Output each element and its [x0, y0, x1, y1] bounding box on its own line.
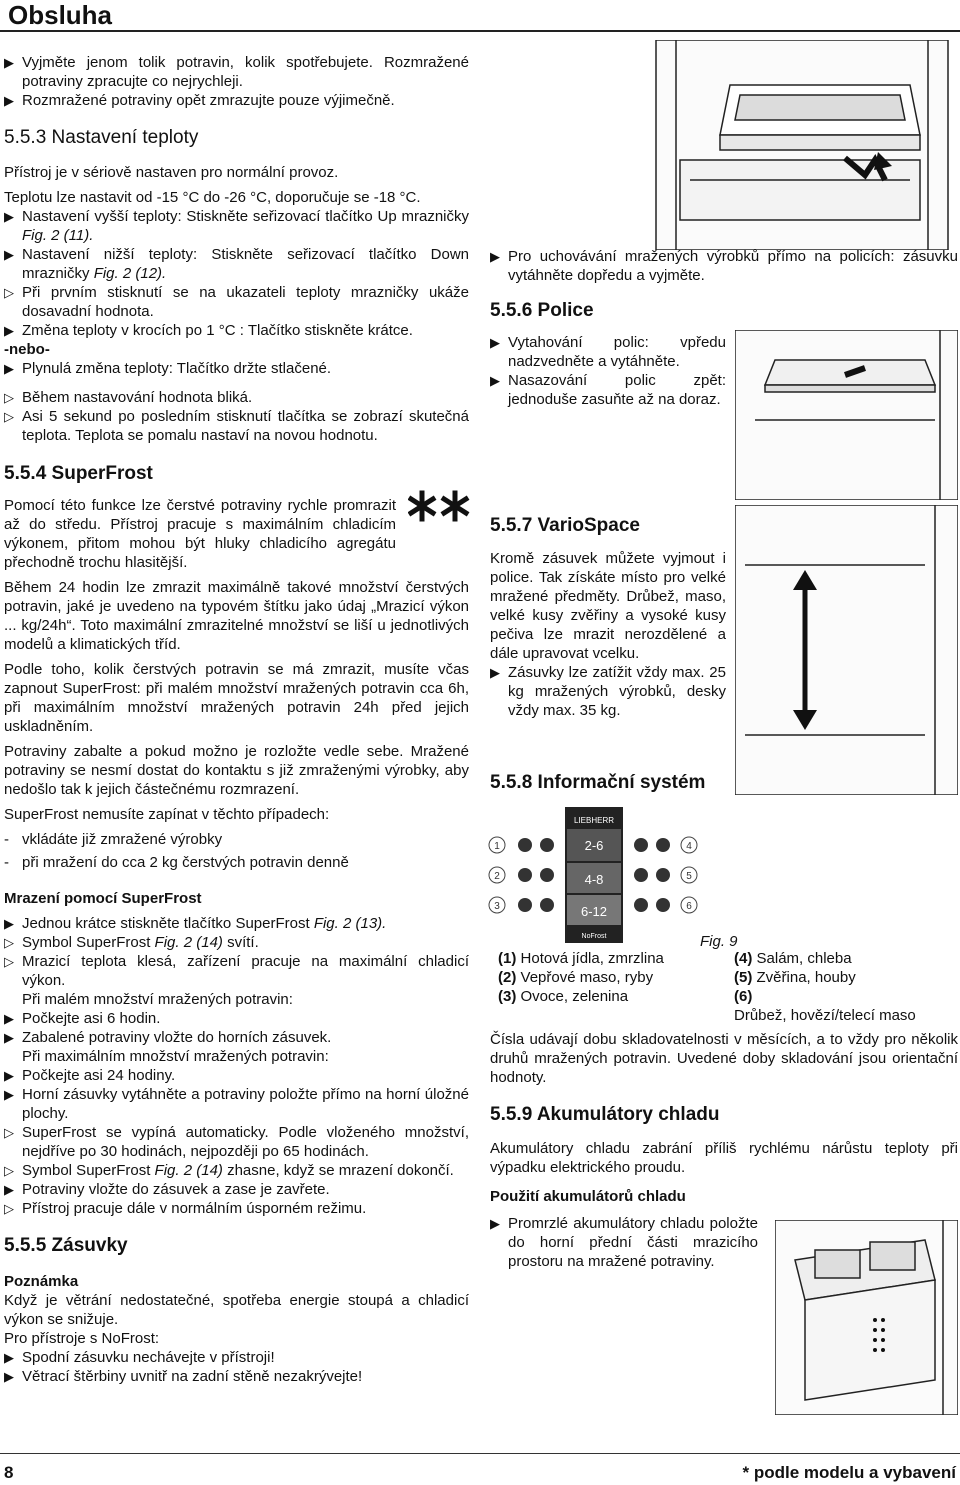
result-item: ▷ Přístroj pracuje dále v normálním úsporném režimu.	[4, 1199, 469, 1218]
shelf-figure	[735, 330, 958, 500]
action-item: ▶ Spodní zásuvku nechávejte v přístroji!	[4, 1348, 469, 1367]
variospace-figure	[735, 505, 958, 795]
info-system-panel	[485, 805, 705, 945]
action-item: ▶ Vytahování polic: vpředu nadzvedněte a vytáhněte.	[490, 333, 726, 371]
result-item: ▷ Při prvním stisknutí se na ukazateli teploty mrazničky ukáže dosavadní hodnota.	[4, 283, 469, 321]
note-title: Poznámka	[4, 1273, 79, 1290]
heading-5-5-8: 5.5.8 Informační systém	[490, 772, 706, 793]
action-item: ▶ Jednou krátce stiskněte tlačítko SuperFrost Fig. 2 (13).	[4, 914, 469, 933]
action-item: ▶ Počkejte asi 6 hodin.	[4, 1009, 469, 1028]
action-item: ▶ Nastavení nižší teploty: Stiskněte seřizovací tlačítko Down mrazničky Fig. 2 (12).	[4, 245, 469, 283]
paragraph: SuperFrost nemusíte zapínat v těchto případech:	[4, 806, 330, 823]
action-item: ▶ Změna teploty v krocích po 1 °C : Tlačítko stiskněte krátce.	[4, 321, 469, 340]
paragraph: Čísla udávají dobu skladovatelnosti v měsících, a to vždy pro několik druhů mražených potravin. Uvedené doby skladování jsou orientační hodnoty.	[490, 1031, 958, 1086]
result-item: ▷ SuperFrost se vypíná automaticky. Podle vloženého množství, nejdříve po 30 hodinách, nejpozději po 65 hodinách.	[4, 1123, 469, 1161]
action-item: ▶ Promrzlé akumulátory chladu položte do horní přední části mrazicího prostoru na mražené potraviny.	[490, 1214, 758, 1271]
footer-rule	[0, 1453, 960, 1454]
panel-num: 3	[494, 901, 500, 912]
paragraph: Kromě zásuvek můžete vyjmout i police. Tak získáte místo pro velké mražené předměty. Drůbež, maso, velké kusy zvěřiny a vysoké kusy pečiva lze mrazit nerozdělené a dále upravovat vcelku.	[490, 550, 726, 662]
ice-pack-figure	[775, 1220, 958, 1415]
panel-num: 4	[686, 841, 692, 852]
legend-item: (1) Hotová jídla, zmrzlina	[498, 950, 664, 967]
paragraph: Pro přístroje s NoFrost:	[4, 1330, 160, 1347]
or-label: -nebo-	[4, 341, 50, 358]
panel-num: 5	[686, 871, 692, 882]
paragraph: Teplotu lze nastavit od -15 °C do -26 °C, doporučuje se -18 °C.	[4, 189, 421, 206]
paragraph: Při maximálním množství mražených potravin:	[22, 1048, 329, 1065]
panel-num: 1	[494, 841, 500, 852]
heading-5-5-9: 5.5.9 Akumulátory chladu	[490, 1104, 720, 1125]
action-item: ▶ Plynulá změna teploty: Tlačítko držte stlačené.	[4, 359, 469, 378]
legend-item: (2) Vepřové maso, ryby	[498, 969, 654, 986]
paragraph: Přístroj je v sériově nastaven pro normální provoz.	[4, 164, 339, 181]
footer-note: * podle modelu a vybavení	[742, 1463, 956, 1482]
action-item: ▶ Potraviny vložte do zásuvek a zase je zavřete.	[4, 1180, 469, 1199]
figure-caption: Fig. 9	[700, 933, 738, 950]
panel-num: 2	[494, 871, 500, 882]
subheading: Mrazení pomocí SuperFrost	[4, 890, 202, 907]
paragraph: Během 24 hodin lze zmrazit maximálně takové množství čerstvých potravin, jaké je uvedeno na typovém štítku jako údaj „Mrazicí výkon ... kg/24h“. Toto maximální zmrazitelné množství se liší u jednotlivých modelů a klimatických tříd.	[4, 579, 469, 653]
action-item: ▶ Zásuvky lze zatížit vždy max. 25 kg mražených výrobků, desky vždy max. 35 kg.	[490, 663, 726, 720]
dash-item: - vkládáte již zmražené výrobky	[4, 830, 469, 849]
band-label: 6-12	[580, 904, 608, 919]
heading-5-5-7: 5.5.7 VarioSpace	[490, 515, 640, 536]
drawer-removal-figure	[480, 40, 958, 250]
page-title: Obsluha	[8, 0, 113, 30]
intro-item: ▶ Vyjměte jenom tolik potravin, kolik spotřebujete. Rozmražené potraviny zpracujte co nejrychleji.	[4, 53, 469, 91]
subheading: Použití akumulátorů chladu	[490, 1188, 686, 1205]
panel-num: 6	[686, 901, 692, 912]
action-item: ▶ Počkejte asi 24 hodiny.	[4, 1066, 469, 1085]
nofrost-label: NoFrost	[581, 933, 607, 940]
paragraph: Podle toho, kolik čerstvých potravin se má zmrazit, musíte včas zapnout SuperFrost: při malém množství mražených potravin cca 6h, při maximálním množství mražených potravin 24h před jejich uskladněním.	[4, 661, 469, 735]
note-text: Když je větrání nedostatečné, spotřeba energie stoupá a chladicí výkon se snižuje.	[4, 1292, 469, 1328]
legend-item: (6) Drůbež, hovězí/telecí maso	[734, 988, 916, 1024]
paragraph: Akumulátory chladu zabrání příliš rychlému nárůstu teploty při výpadku elektrického proudu.	[490, 1140, 958, 1176]
legend-item: (3) Ovoce, zelenina	[498, 988, 629, 1005]
legend	[498, 949, 960, 1025]
brand-logo: LIEBHERR	[573, 816, 615, 825]
paragraph: Potraviny zabalte a pokud možno je rozložte vedle sebe. Mražené potraviny se nesmí dostat do kontaktu s již zmraženými výrobky, aby nedošlo tak k jejich částečnému rozmrazení.	[4, 743, 469, 798]
legend-item: (5) Zvěřina, houby	[734, 969, 856, 986]
heading-5-5-6: 5.5.6 Police	[490, 300, 594, 321]
result-item: ▷ Symbol SuperFrost Fig. 2 (14) zhasne, když se mrazení dokončí.	[4, 1161, 469, 1180]
result-item: ▷ Asi 5 sekund po posledním stisknutí tlačítka se zobrazí skutečná teplota. Teplota se pomalu nastaví na novou hodnotu.	[4, 407, 469, 445]
heading-5-5-4: 5.5.4 SuperFrost	[4, 463, 153, 484]
action-item: ▶ Zabalené potraviny vložte do horních zásuvek.	[4, 1028, 469, 1047]
band-label: 4-8	[584, 872, 604, 887]
page-number: 8	[4, 1463, 14, 1482]
result-item: ▷ Během nastavování hodnota bliká.	[4, 388, 469, 407]
action-item: ▶ Nasazování polic zpět: jednoduše zasuňte až na doraz.	[490, 371, 726, 409]
variospace-section	[490, 514, 726, 720]
action-item: ▶ Horní zásuvky vytáhněte a potraviny položte přímo na horní úložné plochy.	[4, 1085, 469, 1123]
result-item: ▷ Symbol SuperFrost Fig. 2 (14) svítí.	[4, 933, 469, 952]
header-rule	[0, 30, 960, 32]
intro-item: ▶ Rozmražené potraviny opět zmrazujte pouze výjimečně.	[4, 91, 469, 110]
superfrost-icon	[408, 490, 470, 522]
action-item: ▶ Větrací štěrbiny uvnitř na zadní stěně nezakrývejte!	[4, 1367, 469, 1386]
heading-5-5-5: 5.5.5 Zásuvky	[4, 1235, 128, 1256]
action-item: ▶ Pro uchovávání mražených výrobků přímo na policích: zásuvku vytáhněte dopředu a vyjměte.	[490, 247, 958, 285]
result-item: ▷ Mrazicí teplota klesá, zařízení pracuje na maximální chladicí výkon.	[4, 952, 469, 990]
heading-5-5-3: 5.5.3 Nastavení teploty	[4, 127, 199, 148]
paragraph: Při malém množství mražených potravin:	[22, 991, 293, 1008]
band-label: 2-6	[584, 838, 604, 853]
legend-item: (4) Salám, chleba	[734, 950, 852, 967]
left-column	[4, 53, 469, 1386]
action-item: ▶ Nastavení vyšší teploty: Stiskněte seřizovací tlačítko Up mrazničky Fig. 2 (11).	[4, 207, 469, 245]
dash-item: - při mražení do cca 2 kg čerstvých potravin denně	[4, 853, 469, 872]
paragraph: Pomocí této funkce lze čerstvé potraviny rychle promrazit až do středu. Přístroj pracuje s maximálním chladicím výkonem, přitom mohou být hluky chladicího agregátu přechodně trochu hlasitější.	[4, 497, 396, 571]
